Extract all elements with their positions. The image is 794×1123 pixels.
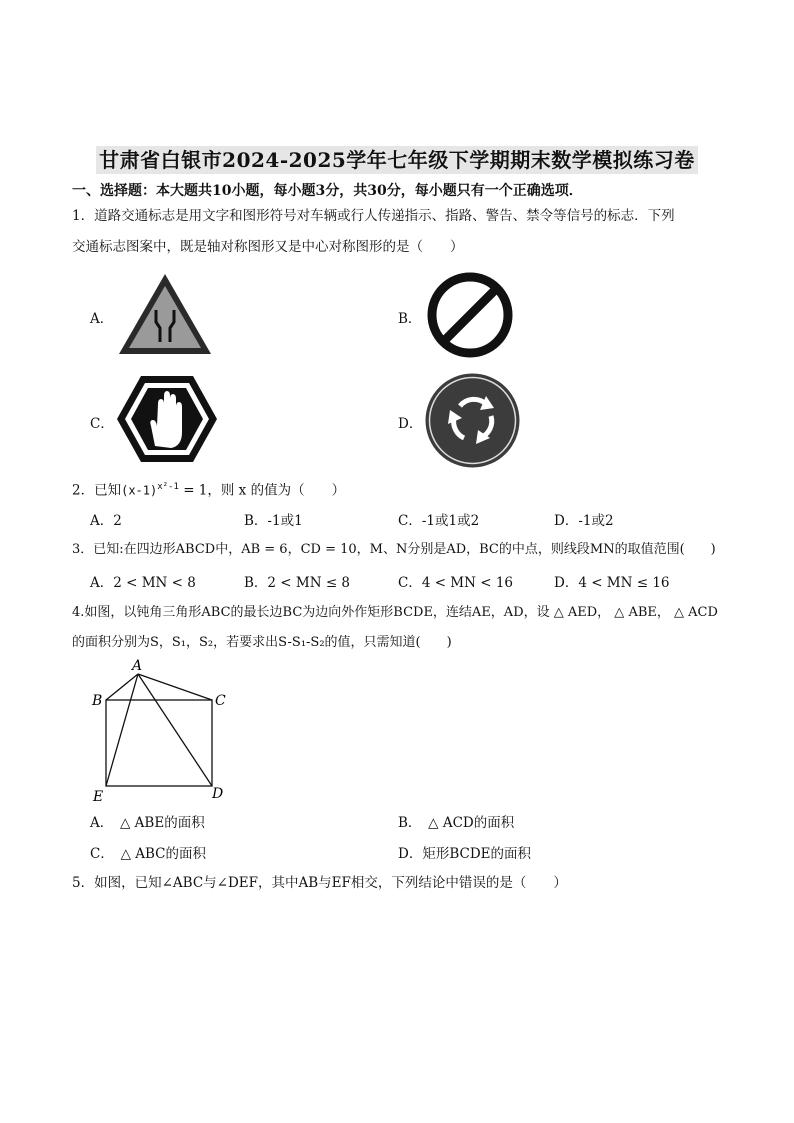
q2-option-b: B．-1或1 <box>244 513 303 529</box>
question-1-line-2: 交通标志图案中，既是轴对称图形又是中心对称图形的是（ ） <box>72 239 464 255</box>
q3-option-b: B．2 < MN ≤ 8 <box>244 575 351 591</box>
vertex-b-label: B <box>92 693 103 709</box>
exam-title: 甘肃省白银市2024-2025学年七年级下学期期末数学模拟练习卷 <box>0 144 794 173</box>
question-5-stem: 5．如图，已知∠ABC与∠DEF，其中AB与EF相交，下列结论中错误的是（ ） <box>72 875 567 891</box>
question-1-line-1: 1．道路交通标志是用文字和图形符号对车辆或行人传递指示、指路、警告、禁令等信号的标志．下列 <box>72 208 675 224</box>
q3-option-c: C．4 < MN < 16 <box>398 575 514 591</box>
q4-option-d: D．矩形BCDE的面积 <box>398 846 532 862</box>
rectangle-triangle-figure <box>90 656 240 806</box>
option-c-label: C． <box>90 416 114 432</box>
no-entry-sign-icon <box>425 270 515 360</box>
vertex-c-label: C <box>215 693 226 709</box>
stop-hand-sign-icon <box>115 374 219 464</box>
question-3-stem: 3．已知:在四边形ABCD中，AB = 6，CD = 10，M、N分别是AD，BC的中点，则线段MN的取值范围( ) <box>72 542 716 557</box>
q2-option-d: D．-1或2 <box>554 513 614 529</box>
question-4-line-1: 4.如图，以钝角三角形ABC的最长边BC为边向外作矩形BCDE，连结AE，AD，设 △ AED， △ ABE， △ ACD <box>72 605 718 620</box>
option-a-label: A． <box>90 311 114 327</box>
q3-option-d: D．4 < MN ≤ 16 <box>554 575 670 591</box>
option-b-label: B． <box>398 311 422 327</box>
q4-option-c: C． △ ABC的面积 <box>90 846 207 862</box>
question-4-line-2: 的面积分别为S，S₁，S₂，若要求出S-S₁-S₂的值，只需知道( ) <box>72 635 452 650</box>
q4-option-a: A． △ ABE的面积 <box>90 815 205 831</box>
q2-option-c: C．-1或1或2 <box>398 513 480 529</box>
vertex-d-label: D <box>212 786 224 802</box>
question-2-stem: 2．已知$(x-1)^{x^2-1} = 1$，则 x 的值为（ ） <box>72 482 346 499</box>
vertex-a-label: A <box>132 658 143 674</box>
q4-option-b: B． △ ACD的面积 <box>398 815 515 831</box>
narrow-road-sign-icon <box>116 270 214 358</box>
option-d-label: D． <box>398 416 423 432</box>
q3-option-a: A．2 < MN < 8 <box>90 575 196 591</box>
vertex-e-label: E <box>93 789 104 805</box>
q2-option-a: A．2 <box>90 513 122 529</box>
roundabout-sign-icon <box>424 372 521 469</box>
section-heading: 一、选择题：本大题共10小题，每小题3分，共30分，每小题只有一个正确选项． <box>72 183 583 199</box>
